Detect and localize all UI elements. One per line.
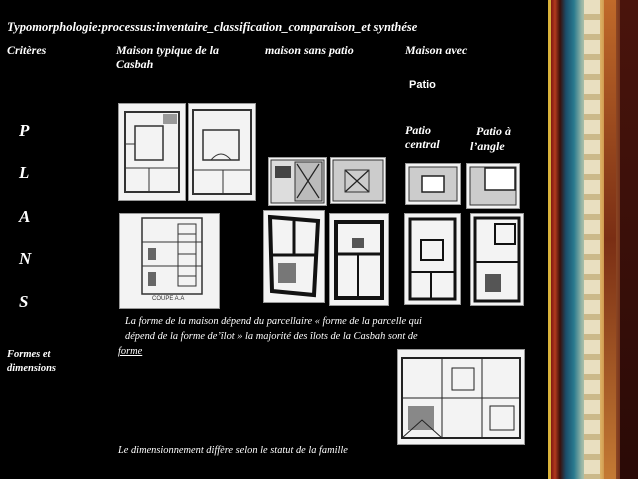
subheader-central-line2: central [405, 137, 440, 151]
plans-letter-s: S [19, 292, 29, 311]
header-patio: Patio [409, 79, 436, 91]
patio-central-plan [404, 213, 461, 305]
sans-patio-thumb-1 [268, 157, 327, 206]
casbah-plan-image-1 [118, 103, 186, 201]
caption-dimensionnement: Le dimensionnement diffère selon le statut de la famille [118, 445, 348, 456]
sans-patio-thumb-2 [330, 157, 386, 204]
coupe-label: COUPE A.A [152, 296, 185, 302]
casbah-plan-image-2 [188, 103, 256, 201]
header-sans-patio: maison sans patio [265, 43, 354, 57]
header-avec: Maison avec [405, 43, 468, 57]
header-criteres: Critères [7, 43, 47, 57]
plans-letter-a: A [19, 207, 31, 226]
slide-title: Typomorphologie:processus:inventaire_classification_comparaison_et synthése [7, 20, 418, 34]
sans-patio-plan-2 [329, 213, 389, 306]
subheader-angle-line1: Patio à [476, 124, 511, 138]
header-casbah-line1: Maison typique de la [116, 43, 220, 57]
decorative-border [548, 0, 638, 479]
plans-letter-l: L [19, 163, 30, 182]
plans-letter-p: P [19, 121, 30, 140]
casbah-section-image [119, 213, 220, 309]
patio-central-thumb [405, 163, 461, 205]
caption-line2: dépend de la forme de’îlot » la majorité des îlots de la Casbah sont de [125, 331, 418, 342]
subheader-angle-line2: l’angle [470, 139, 505, 153]
large-floor-plan-image [397, 349, 525, 445]
formes-line1: Formes et [7, 349, 51, 360]
plans-letter-n: N [19, 249, 32, 268]
caption-parcellaire [118, 314, 422, 359]
patio-angle-plan [470, 213, 524, 306]
header-casbah-line2: Casbah [116, 57, 154, 71]
formes-line2: dimensions [7, 363, 57, 374]
caption-line1: La forme de la maison dépend du parcellaire « forme de la parcelle qui [125, 316, 422, 327]
sans-patio-plan-1 [263, 210, 325, 303]
patio-angle-thumb [466, 163, 520, 209]
caption-line3: forme [118, 346, 143, 357]
subheader-central-line1: Patio [405, 123, 431, 137]
